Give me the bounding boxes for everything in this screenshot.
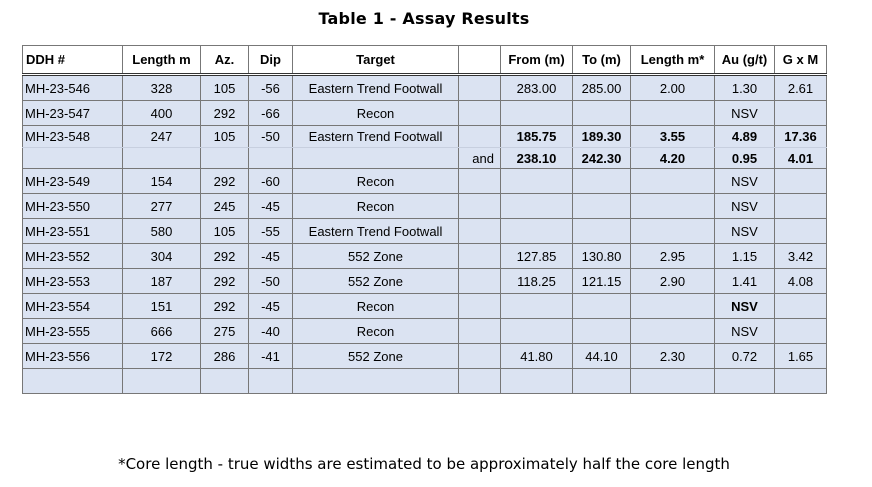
table-row [23,244,827,269]
cell-interval-length: 4.20 [631,148,715,169]
cell-length: 304 [123,244,201,269]
assay-results-table [22,45,827,394]
cell-ddh: MH-23-556 [23,344,123,369]
cell-ddh: MH-23-549 [23,169,123,194]
cell-dip: -45 [249,244,293,269]
cell-to: 121.15 [573,269,631,294]
cell-target: 552 Zone [293,269,459,294]
cell-target: Recon [293,169,459,194]
cell-azimuth: 292 [201,169,249,194]
cell-dip: -45 [249,194,293,219]
cell-gxm: 1.65 [775,344,827,369]
cell-azimuth: 105 [201,75,249,101]
col-header-to: To (m) [573,46,631,75]
cell-ddh [23,369,123,394]
cell-interval-length: 2.95 [631,244,715,269]
cell-azimuth: 292 [201,244,249,269]
cell-from [501,369,573,394]
cell-azimuth: 245 [201,194,249,219]
footnote: *Core length - true widths are estimated to be approximately half the core length [118,455,730,473]
table-row [23,269,827,294]
cell-dip: -50 [249,126,293,148]
cell-target: Eastern Trend Footwall [293,219,459,244]
cell-interval-length: 3.55 [631,126,715,148]
cell-interval-length [631,369,715,394]
cell-target: Recon [293,294,459,319]
cell-gxm [775,369,827,394]
table-row [23,169,827,194]
cell-interval-length [631,319,715,344]
cell-and [459,194,501,219]
cell-and [459,101,501,126]
cell-azimuth: 275 [201,319,249,344]
cell-to: 285.00 [573,75,631,101]
table-row [23,101,827,126]
cell-to: 130.80 [573,244,631,269]
cell-from: 41.80 [501,344,573,369]
cell-from: 118.25 [501,269,573,294]
cell-au: 0.95 [715,148,775,169]
col-header-from: From (m) [501,46,573,75]
cell-length: 277 [123,194,201,219]
table-row [23,194,827,219]
cell-interval-length: 2.90 [631,269,715,294]
cell-dip: -45 [249,294,293,319]
cell-ddh: MH-23-548 [23,126,123,148]
cell-to [573,319,631,344]
cell-ddh: MH-23-551 [23,219,123,244]
cell-length: 172 [123,344,201,369]
cell-length [123,369,201,394]
cell-au: 0.72 [715,344,775,369]
table-row [23,344,827,369]
cell-from [501,194,573,219]
cell-au [715,369,775,394]
cell-dip: -41 [249,344,293,369]
cell-and [459,169,501,194]
cell-and: and [459,148,501,169]
table-row [23,219,827,244]
cell-to [573,101,631,126]
cell-au: NSV [715,319,775,344]
table-row [23,319,827,344]
cell-and [459,294,501,319]
cell-gxm: 17.36 [775,126,827,148]
cell-dip [249,369,293,394]
cell-and [459,244,501,269]
cell-to [573,169,631,194]
cell-azimuth: 286 [201,344,249,369]
cell-target: 552 Zone [293,244,459,269]
cell-to [573,194,631,219]
cell-azimuth: 105 [201,126,249,148]
table-row [23,126,827,148]
cell-length: 187 [123,269,201,294]
cell-length: 666 [123,319,201,344]
cell-and [459,126,501,148]
cell-and [459,219,501,244]
cell-and [459,75,501,101]
cell-ddh: MH-23-547 [23,101,123,126]
cell-and [459,319,501,344]
cell-azimuth: 105 [201,219,249,244]
cell-au: NSV [715,101,775,126]
cell-azimuth: 292 [201,294,249,319]
cell-dip: -66 [249,101,293,126]
cell-ddh [23,148,123,169]
cell-interval-length [631,101,715,126]
cell-target: 552 Zone [293,344,459,369]
cell-interval-length [631,194,715,219]
cell-from [501,169,573,194]
cell-ddh: MH-23-552 [23,244,123,269]
cell-target: Eastern Trend Footwall [293,75,459,101]
cell-gxm: 3.42 [775,244,827,269]
cell-length [123,148,201,169]
cell-gxm [775,319,827,344]
cell-gxm: 4.01 [775,148,827,169]
cell-length: 400 [123,101,201,126]
col-header-azimuth: Az. [201,46,249,75]
cell-dip: -60 [249,169,293,194]
cell-ddh: MH-23-550 [23,194,123,219]
cell-gxm: 4.08 [775,269,827,294]
cell-and [459,344,501,369]
cell-target [293,148,459,169]
col-header-interval-length: Length m* [631,46,715,75]
cell-target: Recon [293,101,459,126]
cell-au: NSV [715,169,775,194]
cell-from: 238.10 [501,148,573,169]
cell-azimuth [201,369,249,394]
col-header-au: Au (g/t) [715,46,775,75]
table-row [23,148,827,169]
cell-interval-length [631,294,715,319]
cell-interval-length [631,219,715,244]
col-header-dip: Dip [249,46,293,75]
cell-target: Recon [293,194,459,219]
cell-interval-length: 2.00 [631,75,715,101]
cell-from: 127.85 [501,244,573,269]
cell-dip: -56 [249,75,293,101]
cell-ddh: MH-23-554 [23,294,123,319]
cell-from [501,319,573,344]
col-header-target: Target [293,46,459,75]
cell-interval-length: 2.30 [631,344,715,369]
cell-au: NSV [715,219,775,244]
cell-length: 328 [123,75,201,101]
cell-length: 154 [123,169,201,194]
cell-ddh: MH-23-555 [23,319,123,344]
cell-gxm: 2.61 [775,75,827,101]
cell-au: NSV [715,294,775,319]
cell-au: 1.30 [715,75,775,101]
cell-target: Recon [293,319,459,344]
cell-dip: -55 [249,219,293,244]
col-header-gxm: G x M [775,46,827,75]
cell-from: 185.75 [501,126,573,148]
cell-gxm [775,101,827,126]
cell-length: 151 [123,294,201,319]
cell-au: NSV [715,194,775,219]
cell-interval-length [631,169,715,194]
cell-ddh: MH-23-546 [23,75,123,101]
cell-and [459,269,501,294]
cell-azimuth: 292 [201,101,249,126]
cell-au: 1.41 [715,269,775,294]
table-row [23,369,827,394]
cell-dip: -40 [249,319,293,344]
table-row [23,75,827,101]
header-row [23,46,827,75]
cell-azimuth: 292 [201,269,249,294]
col-header-blank [459,46,501,75]
cell-ddh: MH-23-553 [23,269,123,294]
cell-and [459,369,501,394]
cell-au: 1.15 [715,244,775,269]
cell-azimuth [201,148,249,169]
col-header-ddh: DDH # [23,46,123,75]
cell-target [293,369,459,394]
cell-from: 283.00 [501,75,573,101]
cell-to: 189.30 [573,126,631,148]
cell-au: 4.89 [715,126,775,148]
cell-gxm [775,169,827,194]
col-header-length: Length m [123,46,201,75]
cell-to: 242.30 [573,148,631,169]
cell-gxm [775,194,827,219]
cell-dip [249,148,293,169]
cell-to: 44.10 [573,344,631,369]
cell-from [501,294,573,319]
cell-to [573,219,631,244]
cell-to [573,369,631,394]
cell-to [573,294,631,319]
cell-from [501,101,573,126]
cell-gxm [775,294,827,319]
cell-dip: -50 [249,269,293,294]
cell-from [501,219,573,244]
table-title: Table 1 - Assay Results [318,9,530,28]
cell-gxm [775,219,827,244]
cell-length: 580 [123,219,201,244]
table-row [23,294,827,319]
cell-length: 247 [123,126,201,148]
cell-target: Eastern Trend Footwall [293,126,459,148]
